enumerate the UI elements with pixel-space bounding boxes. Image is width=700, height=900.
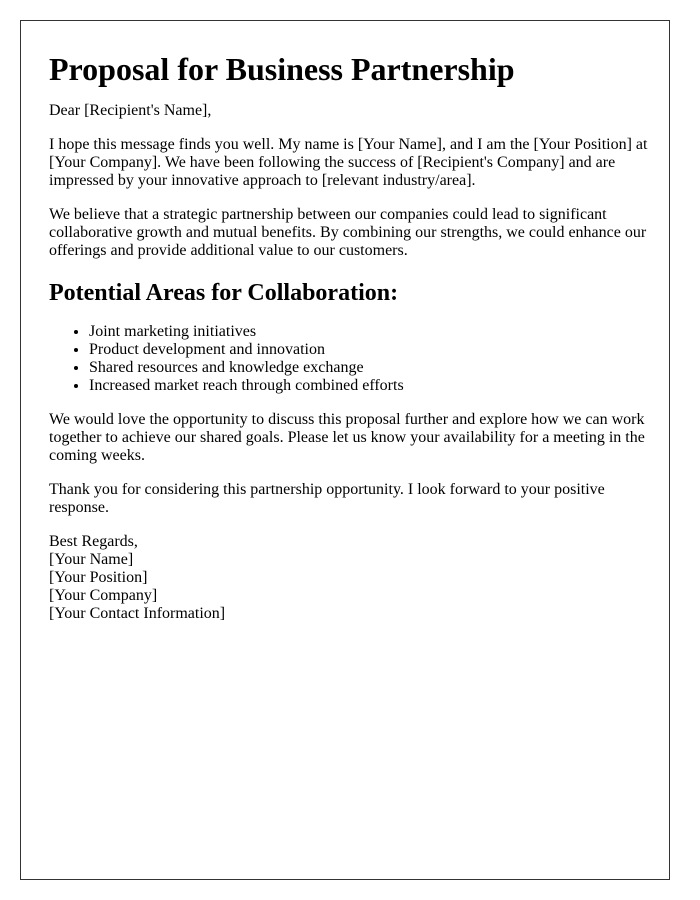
signature-company: [Your Company] [49, 587, 158, 605]
section-heading: Potential Areas for Collaboration: [49, 279, 399, 306]
list-item: • Increased market reach through combined efforts [89, 377, 649, 395]
letter-document [20, 20, 670, 880]
list-item: • Joint marketing initiatives [89, 323, 649, 341]
signature-position: [Your Position] [49, 569, 148, 587]
discussion-paragraph: We would love the opportunity to discuss this proposal further and explore how we can work together to achieve our shared goals. Please let us know your availability for a meeting in the coming weeks. [49, 411, 645, 465]
collaboration-list [49, 323, 649, 395]
signature-name: [Your Name] [49, 551, 134, 569]
sign-off: Best Regards, [49, 533, 138, 551]
list-item: • Product development and innovation [89, 341, 649, 359]
letter-title: Proposal for Business Partnership [49, 51, 515, 87]
intro-paragraph: I hope this message finds you well. My name is [Your Name], and I am the [Your Position] at [Your Company]. We have been following the success of [Recipient's Company] and are impressed by your innovative approach to [relevant industry/area]. [49, 135, 648, 189]
signature-block [49, 533, 649, 623]
signature-contact: [Your Contact Information] [49, 605, 226, 623]
thanks-paragraph: Thank you for considering this partnership opportunity. I look forward to your positive response. [49, 481, 605, 517]
partnership-paragraph: We believe that a strategic partnership between our companies could lead to significant collaborative growth and mutual benefits. By combining our strengths, we could enhance our offerings and provide additional value to our customers. [49, 205, 647, 259]
list-item: • Shared resources and knowledge exchange [89, 359, 649, 377]
salutation: Dear [Recipient's Name], [49, 101, 212, 119]
